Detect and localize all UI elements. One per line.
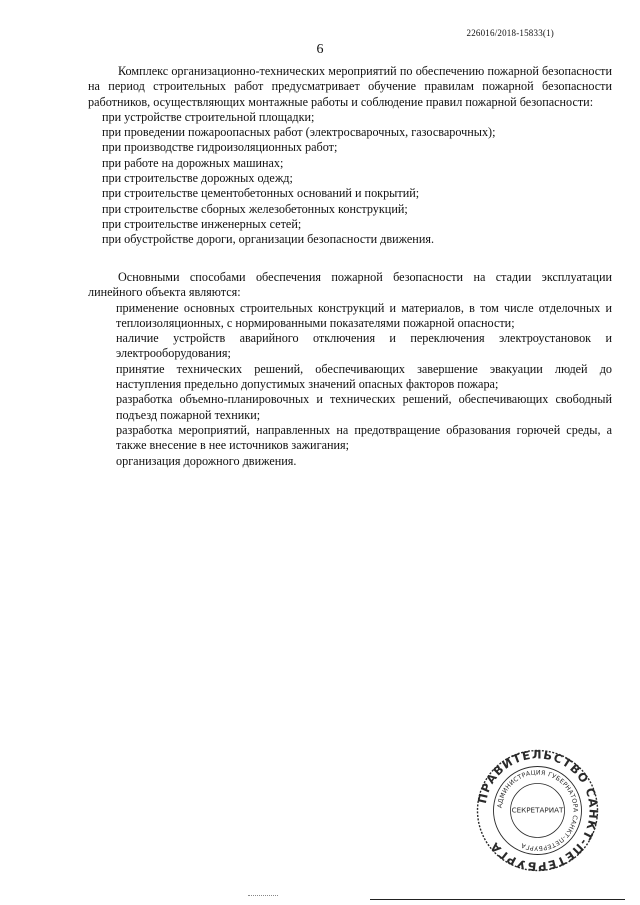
list-item: разработка мероприятий, направленных на предотвращение образования горючей среды, а также внесение в нее источников зажигания; bbox=[116, 422, 612, 453]
official-seal-stamp bbox=[475, 748, 600, 873]
list-item: при устройстве строительной площадки; bbox=[102, 109, 315, 124]
list-item: при строительстве дорожных одежд; bbox=[102, 171, 293, 186]
list-item: организация дорожного движения. bbox=[116, 453, 297, 468]
page-number: 6 bbox=[316, 42, 324, 57]
list-item: при проведении пожароопасных работ (электросварочных, газосварочных); bbox=[102, 125, 496, 140]
list-item: при строительстве инженерных сетей; bbox=[102, 216, 302, 231]
svg-text:ПРАВИТЕЛЬСТВО САНКТ-ПЕТЕРБУРГА: ПРАВИТЕЛЬСТВО САНКТ-ПЕТЕРБУРГА bbox=[475, 748, 600, 873]
list-item: при строительстве цементобетонных оснований и покрытий; bbox=[102, 186, 420, 201]
seal-graphic bbox=[475, 748, 600, 873]
section1-intro: Комплекс организационно-технических мероприятий по обеспечению пожарной безопасности на период строительных работ предусматривает обучение правилам пожарной безопасности работников, осуществляющих монтажные работы и соблюдение правил пожарной безопасности: bbox=[88, 64, 612, 109]
list-item: наличие устройств аварийного отключения и переключения электроустановок и электрооборудования; bbox=[116, 331, 612, 361]
section2-intro: Основными способами обеспечения пожарной безопасности на стадии эксплуатации линейного объекта являются: bbox=[88, 270, 612, 300]
list-item: принятие технических решений, обеспечивающих завершение эвакуации людей до наступления предельно допустимых значений опасных факторов пожара; bbox=[116, 361, 612, 392]
list-item: при обустройстве дороги, организации безопасности движения. bbox=[102, 232, 434, 247]
fire-safety-construction-section bbox=[88, 64, 612, 248]
list-item: при работе на дорожных машинах; bbox=[102, 155, 284, 170]
list-item: при строительстве сборных железобетонных конструкций; bbox=[102, 201, 408, 216]
list-item: при производстве гидроизоляционных работ; bbox=[102, 140, 338, 155]
seal-center-text: СЕКРЕТАРИАТ bbox=[511, 805, 564, 815]
fire-safety-operation-section bbox=[88, 270, 612, 469]
list-item: применение основных строительных конструкций и материалов, в том числе отделочных и теплоизоляционных, с нормированными показателями пожарной опасности; bbox=[116, 300, 612, 330]
footer-mark bbox=[248, 895, 278, 896]
svg-text:АДМИНИСТРАЦИЯ ГУБЕРНАТОРА САНК: АДМИНИСТРАЦИЯ ГУБЕРНАТОРА САНКТ-ПЕТЕРБУРГА bbox=[496, 769, 579, 852]
section1-list bbox=[88, 110, 612, 248]
list-item: разработка объемно-планировочных и технических решений, обеспечивающих свободный подъезд пожарной техники; bbox=[116, 392, 612, 422]
footer-rule bbox=[370, 899, 625, 900]
section2-list bbox=[88, 301, 612, 469]
document-id: 226016/2018-15833(1) bbox=[466, 28, 554, 38]
